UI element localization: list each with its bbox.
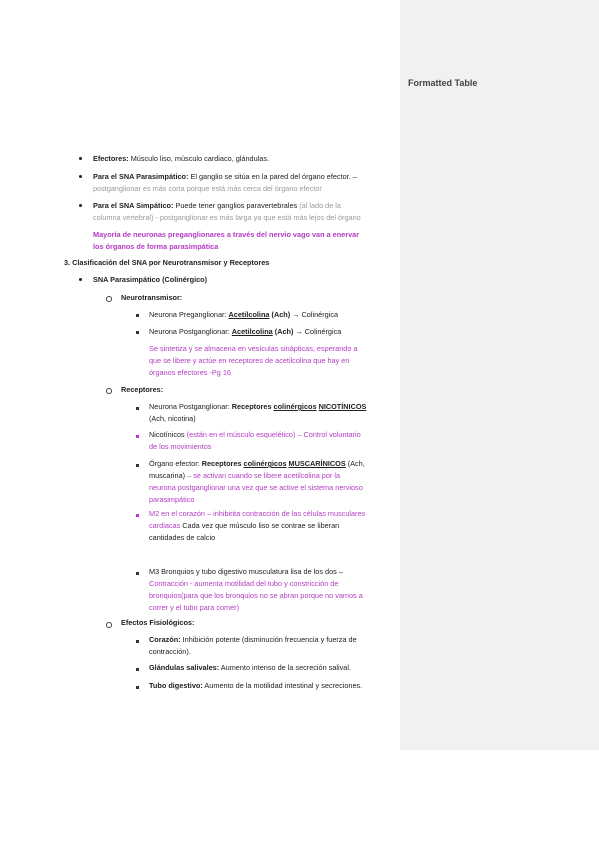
neuro-note-2: que se libere y actúe en receptores de acetilcolina que hay en — [149, 356, 350, 365]
e2-label: Glándulas salivales: — [149, 663, 220, 672]
r3-muscarinicos: MUSCARÍNICOS — [288, 459, 346, 468]
e3-text: Aumento de la motilidad intestinal y secreciones. — [202, 681, 363, 690]
receptor-nicotinicos-post — [149, 401, 366, 425]
post-ach-abbr: (Ach) — [272, 327, 294, 336]
neuro-note — [149, 343, 358, 379]
r3-line3: neurona postganglionar una vez que se active el sistema nervioso — [149, 483, 363, 492]
pre-result: → Colinérgica — [290, 310, 339, 319]
bullet-parasimpatico — [93, 171, 357, 195]
highlight-vago — [93, 229, 359, 253]
r2-label: Nicotínicos — [149, 430, 185, 439]
square-bullet-icon — [136, 407, 139, 410]
simp-note-2: columna vertebral) - postganglionar es más larga ya que está más lejos del órgano — [93, 213, 361, 222]
square-bullet-icon — [136, 435, 139, 438]
r1-colinergicos: colinérgicos — [273, 402, 317, 411]
r4-text: – inhibirita contracción de las células musculares — [204, 509, 366, 518]
r3-line2a: muscarina) — [149, 471, 186, 480]
post-neurona — [149, 326, 341, 338]
bullet-efectores — [93, 153, 269, 165]
formatted-table-label: Formatted Table — [408, 78, 478, 88]
efectores-text: Músculo liso, músculo cardiaco, glándulas. — [128, 154, 270, 163]
post-result: → Colinérgica — [293, 327, 342, 336]
r2-text: (están en el músculo esquelético) – Control voluntario — [184, 430, 361, 439]
r1-nicotinicos: NICOTÍNICOS — [318, 402, 367, 411]
r5-line2: Contracción - aumenta motilidad del tubo y constricción de — [149, 579, 339, 588]
efectos-heading: Efectos Fisiológicos: — [121, 618, 195, 627]
bullet-icon — [79, 157, 82, 160]
r1-label: Neurona Postganglionar: — [149, 402, 232, 411]
receptor-muscarinicos — [149, 458, 365, 506]
e2-text: Aumento intenso de la secreción salival. — [219, 663, 351, 672]
neurotransmisor-heading: Neurotransmisor: — [121, 293, 183, 302]
efectores-label: Efectores: — [93, 154, 129, 163]
post-label: Neurona Postganglionar: — [149, 327, 232, 336]
neuro-note-1: Se sintetiza y se almacena en vesículas sinápticas, esperando a — [149, 344, 358, 353]
receptores-heading: Receptores: — [121, 385, 164, 394]
pre-label: Neurona Preganglionar: — [149, 310, 229, 319]
r4-line3: cantidades de calcio — [149, 533, 216, 542]
square-bullet-icon — [136, 314, 139, 317]
e3-label: Tubo digestivo: — [149, 681, 203, 690]
r1-receptores: Receptores — [231, 402, 274, 411]
para-text: El ganglio se sitúa en la pared del órgano efector. – — [188, 172, 357, 181]
r3-receptores: Receptores — [201, 459, 244, 468]
bullet-simpatico — [93, 200, 361, 224]
receptor-m2 — [149, 508, 365, 544]
simp-text: Puede tener ganglios paravertebrales — [173, 201, 298, 210]
neuro-note-3: órganos efectores -Pg 16 — [149, 368, 231, 377]
r5-line1: M3 Bronquios y tubo digestivo musculatura lisa de los dos – — [149, 567, 343, 576]
square-bullet-icon — [136, 686, 139, 689]
r5-line3: bronquios(para que los bronquios no se abran porque no vamos a — [149, 591, 363, 600]
circle-bullet-icon — [106, 388, 112, 394]
square-bullet-icon — [136, 572, 139, 575]
circle-bullet-icon — [106, 622, 112, 628]
e1-line2: contracción). — [149, 647, 191, 656]
r2-line2: de los movimientos — [149, 442, 212, 451]
comment-pane — [400, 0, 599, 750]
e1-label: Corazón: — [149, 635, 181, 644]
efecto-tubo — [149, 680, 362, 692]
sna-parasimpatico-heading: SNA Parasimpático (Colinérgico) — [93, 275, 208, 284]
receptor-nicotinicos-note — [149, 429, 361, 453]
pre-ach-abbr: (Ach) — [269, 310, 291, 319]
highlight-line-2: los órganos de forma parasimpática — [93, 242, 219, 251]
bullet-icon — [79, 204, 82, 207]
square-bullet-icon — [136, 640, 139, 643]
r4-line2b: Cada vez que músculo liso se contrae se liberan — [180, 521, 340, 530]
r3-colinergicos: colinérgicos — [243, 459, 287, 468]
r3-ach: (Ach, — [345, 459, 365, 468]
bullet-icon — [79, 175, 82, 178]
bullet-icon — [79, 278, 82, 281]
efecto-corazon — [149, 634, 357, 658]
para-label: Para el SNA Parasimpático: — [93, 172, 189, 181]
highlight-line-1: Mayoría de neuronas preganglionares a través del nervio vago van a enervar — [93, 230, 360, 239]
r3-line2b: – se activan cuando se libere acetilcolina por la — [185, 471, 341, 480]
circle-bullet-icon — [106, 296, 112, 302]
simp-note-1: (al lado de la — [297, 201, 341, 210]
r4-label: M2 en el corazón — [149, 509, 205, 518]
section-3-title: 3. Clasificación del SNA por Neurotransmisor y Receptores — [64, 258, 270, 267]
efecto-glandulas — [149, 662, 351, 674]
receptor-m3 — [149, 566, 363, 614]
simp-label: Para el SNA Simpático: — [93, 201, 174, 210]
square-bullet-icon — [136, 514, 139, 517]
r3-label: Órgano efector: — [149, 459, 202, 468]
square-bullet-icon — [136, 464, 139, 467]
pre-neurona — [149, 309, 338, 321]
post-ach: Acetilcolina — [231, 327, 273, 336]
e1-text: Inhibición potente (disminución frecuencia y fuerza de — [180, 635, 357, 644]
para-note: postganglionar es más corta porque está más cerca del órgano efector — [93, 184, 322, 193]
square-bullet-icon — [136, 331, 139, 334]
r5-line4: correr y el tubo para comer) — [149, 603, 240, 612]
r4-line2a: cardiacas — [149, 521, 181, 530]
r1-line2: (Ach, nicotina) — [149, 414, 196, 423]
r3-line4: parasimpático — [149, 495, 195, 504]
square-bullet-icon — [136, 668, 139, 671]
pre-ach: Acetilcolina — [228, 310, 270, 319]
